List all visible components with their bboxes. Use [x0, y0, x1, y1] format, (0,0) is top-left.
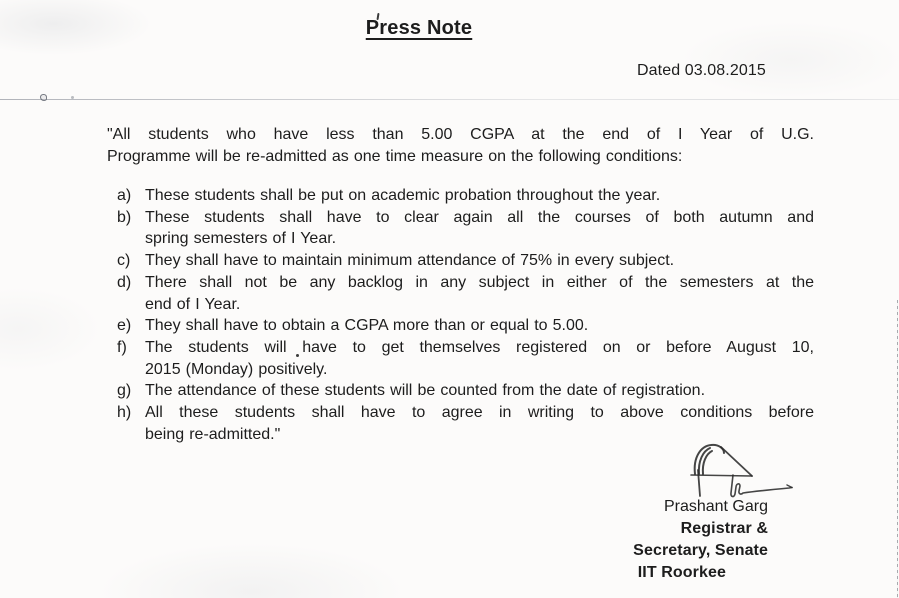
- condition-line: 2015 (Monday) positively.: [145, 360, 328, 378]
- condition-line: The students will have to get themselves registered on or before August 10,: [145, 338, 814, 356]
- scan-artifact-speck: [71, 96, 74, 99]
- condition-marker: d): [117, 273, 132, 291]
- scan-artifact-edge-line: [897, 300, 898, 598]
- intro-line: Programme will be re-admitted as one time measure on the following conditions:: [107, 147, 683, 165]
- condition-marker: g): [117, 382, 132, 400]
- signatory-role-line: Registrar &: [680, 520, 768, 537]
- signature-scribble: [688, 441, 798, 499]
- condition-item: [117, 185, 814, 207]
- condition-line: These students shall have to clear again all the courses of both autumn and: [145, 208, 814, 226]
- condition-item: [117, 402, 814, 445]
- condition-item: [117, 272, 814, 315]
- conditions-list: [117, 185, 814, 445]
- intro-line: "All students who have less than 5.00 CGPA at the end of I Year of U.G.: [107, 126, 814, 143]
- signature-block: [633, 496, 768, 584]
- intro-paragraph: [107, 124, 814, 167]
- condition-line: These students shall be put on academic probation throughout the year.: [145, 187, 661, 204]
- condition-marker: e): [117, 317, 132, 335]
- condition-item: [117, 337, 814, 380]
- page-title: Press Note: [365, 17, 473, 39]
- condition-item: [117, 207, 814, 250]
- condition-marker: c): [117, 252, 131, 270]
- condition-item: [117, 380, 814, 402]
- condition-line: being re-admitted.": [145, 425, 281, 443]
- condition-line: end of I Year.: [145, 295, 241, 313]
- scan-artifact-speck: [40, 94, 47, 101]
- condition-marker: a): [117, 187, 132, 204]
- scan-artifact-hairline: [0, 99, 899, 100]
- condition-marker: f): [117, 338, 127, 356]
- condition-line: They shall have to obtain a CGPA more than or equal to 5.00.: [145, 317, 589, 335]
- condition-line: There shall not be any backlog in any subject in either of the semesters at the: [145, 273, 814, 291]
- condition-item: [117, 250, 814, 272]
- signatory-name: Prashant Garg: [663, 498, 768, 515]
- condition-line: They shall have to maintain minimum attendance of 75% in every subject.: [145, 252, 675, 270]
- condition-item: [117, 315, 814, 337]
- condition-line: The attendance of these students will be counted from the date of registration.: [145, 382, 706, 400]
- date-line: Dated 03.08.2015: [637, 62, 766, 79]
- condition-line: spring semesters of I Year.: [145, 230, 337, 248]
- signatory-role-line: Secretary, Senate: [633, 542, 768, 559]
- condition-line: All these students shall have to agree in writing to above conditions before: [145, 404, 814, 422]
- condition-marker: h): [117, 404, 132, 422]
- condition-marker: b): [117, 208, 132, 226]
- signatory-org-line: IIT Roorkee: [637, 564, 726, 581]
